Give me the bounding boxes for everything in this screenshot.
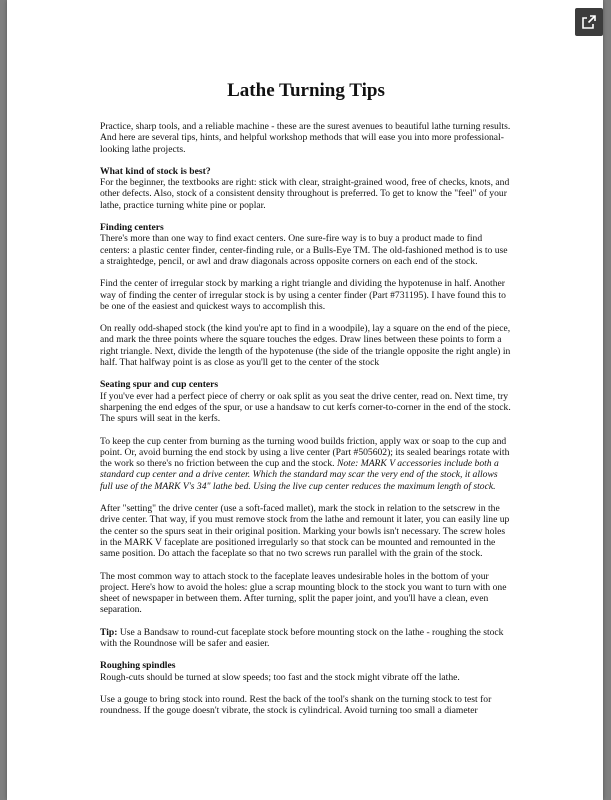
stock-paragraph-1: For the beginner, the textbooks are right: stick with clear, straight-grained wood, free of checks, knots, and other defects. Also, stock of a consistent density throughout is preferred. To get to know the "feel" of your lathe, practice turning white pine or poplar. [100,177,510,211]
open-in-new-window-icon [581,14,597,30]
section-heading-seating: Seating spur and cup centers [100,379,219,391]
seating-note: Note: MARK V accessories include both a standard cup center and a drive center. Which the standard may scar the very end of the stock, it allows full use of the MARK V's 34" lathe bed. Using the live cup center reduces the maximum length of stock. [100,458,499,492]
page-content [100,80,512,727]
roughing-paragraph-1: Rough-cuts should be turned at slow speeds; too fast and the stock might vibrate off the lathe. [100,671,460,683]
centers-paragraph-2: Find the center of irregular stock by marking a right triangle and dividing the hypotenuse in half. Another way of finding the center of irregular stock is by using a center finder (Part #731195). I have found this to be one of the easiest and quickest ways to accomplish this. [100,278,506,312]
section-seating [100,379,512,424]
document-page [7,0,603,800]
seating-paragraph-4: The most common way to attach stock to the faceplate leaves undesirable holes in the bottom of your project. Here's how to avoid the holes: glue a scrap mounting block to the stock you want to turn with one sheet of newspaper in between them. After turning, split the paper joint, and you'll have a clean, even separation. [100,570,507,616]
tip-label: Tip: [100,626,118,638]
section-centers [100,222,512,267]
seating-paragraph-1: If you've ever had a perfect piece of cherry or oak split as you seat the drive center, read on. Next time, try sharpening the end edges of the spur, or use a handsaw to cut kerfs corner-to-corner in the end of the stock. The spurs will seat in the kerfs. [100,390,511,425]
section-roughing [100,660,512,683]
tip-paragraph [100,627,512,650]
section-heading-stock: What kind of stock is best? [100,165,211,177]
intro-paragraph: Practice, sharp tools, and a reliable machine - these are the surest avenues to beautiful lathe turning results. And here are several tips, hints, and helpful workshop methods that will ease you into more professional-looking lathe projects. [100,121,511,155]
roughing-paragraph-2: Use a gouge to bring stock into round. Rest the back of the tool's shank on the turning stock to test for roundness. If the gouge doesn't vibrate, the stock is cylindrical. Avoid turning too small a diameter [100,693,492,717]
page-title: Lathe Turning Tips [227,80,385,101]
centers-paragraph-1: There's more than one way to find exact centers. One sure-fire way is to buy a product made to find centers: a plastic center finder, center-finding rule, or a Bulls-Eye TM. The old-fashioned method is to use a straightedge, pencil, or awl and draw diagonals across opposite corners on each end of the stock. [100,233,508,267]
seating-paragraph-3: After "setting" the drive center (use a soft-faced mallet), mark the stock in relation to the setscrew in the drive center. That way, if you must remove stock from the lathe and remount it later, you can easily line up the center so the spurs seat in their original position. Marking your bowls isn't necessary. The screw holes in the MARK V faceplate are positioned irregularly so that stock can be mounted and remounted in the same position. Do attach the faceplate so that no two screws run parallel with the grain of the stock. [100,503,510,560]
section-heading-roughing: Roughing spindles [100,660,176,672]
seating-paragraph-2 [100,436,512,492]
open-in-new-window-button[interactable] [575,8,603,36]
tip-text: Use a Bandsaw to round-cut faceplate stock before mounting stock on the lathe - roughing the stock with the Roundnose will be safer and easier. [100,626,504,649]
section-stock [100,166,512,211]
section-heading-centers: Finding centers [100,222,164,234]
seating-paragraph-2-text: To keep the cup center from burning as the turning wood builds friction, apply wax or soap to the cup and point. Or, avoid burning the end stock by using a live center (Part #505602); its sealed bearings rotate with the work so there's no friction between the cup and the stock. [100,435,510,470]
centers-paragraph-3: On really odd-shaped stock (the kind you're apt to find in a woodpile), lay a square on the end of the piece, and mark the three points where the square touches the edges. Draw lines between these points to form a right triangle. Next, divide the length of the hypotenuse (the side of the triangle opposite the right angle) in half. That halfway point is as close as you'll get to the center of the stock [100,323,511,369]
